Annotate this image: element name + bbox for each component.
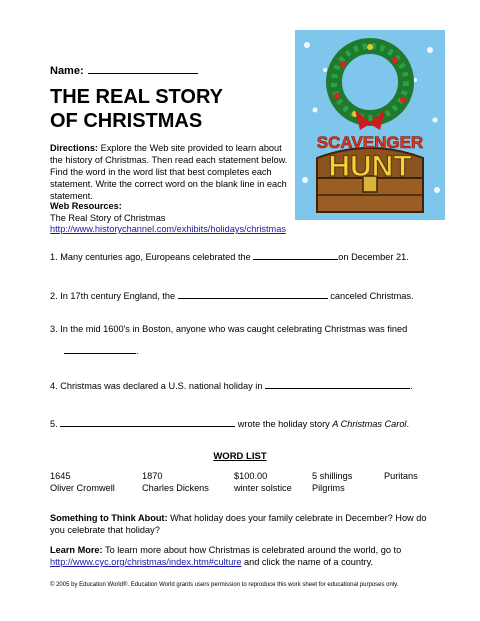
name-field — [50, 63, 198, 77]
title-line-1: THE REAL STORY — [50, 86, 223, 108]
question-1 — [50, 250, 440, 263]
think-label: Something to Think About: — [50, 513, 168, 523]
something-to-think-about — [50, 512, 440, 536]
word-item: Charles Dickens — [142, 483, 209, 493]
logo-hunt: HUNT — [328, 150, 412, 183]
question-3-answer — [64, 344, 454, 357]
copyright-footer: © 2005 by Education World®. Education World grants users permission to reproduce this work sheet for educational purposes only. — [50, 582, 399, 588]
q4-blank[interactable] — [265, 379, 410, 389]
word-item: 5 shillings — [312, 471, 353, 481]
word-item: Pilgrims — [312, 483, 345, 493]
word-item: $100.00 — [234, 471, 268, 481]
q5-end: . — [406, 419, 410, 429]
word-item: 1870 — [142, 471, 163, 481]
q4-text: 4. Christmas was declared a U.S. national holiday in — [50, 381, 263, 391]
q5-text: wrote the holiday story — [237, 419, 330, 429]
q2-after: canceled Christmas. — [330, 291, 414, 301]
web-resources — [50, 201, 310, 236]
word-item: 1645 — [50, 471, 71, 481]
learn-label: Learn More: — [50, 545, 103, 555]
name-blank[interactable] — [88, 63, 198, 74]
q1-after: on December 21. — [338, 252, 409, 262]
web-resource-link[interactable]: http://www.historychannel.com/exhibits/holidays/christmas — [50, 224, 286, 234]
q1-text: 1. Many centuries ago, Europeans celebrated the — [50, 252, 251, 262]
q1-blank[interactable] — [253, 250, 338, 260]
q4-after: . — [410, 381, 413, 391]
word-list-title: WORD LIST — [213, 451, 267, 462]
learn-text: To learn more about how Christmas is celebrated around the world, go to — [104, 545, 402, 555]
page-title — [50, 85, 280, 133]
q3-text: 3. In the mid 1600's in Boston, anyone who was caught celebrating Christmas was fined — [50, 324, 408, 334]
q5-blank[interactable] — [60, 417, 235, 427]
q2-blank[interactable] — [178, 289, 328, 299]
name-label: Name: — [50, 65, 84, 77]
learn-text-after: and click the name of a country. — [244, 557, 374, 567]
directions-label: Directions: — [50, 143, 98, 153]
word-item: winter solstice — [234, 483, 292, 493]
learn-link[interactable]: http://www.cyc.org/christmas/index.htm#culture — [50, 557, 242, 567]
word-item: Oliver Cromwell — [50, 483, 115, 493]
question-5 — [50, 417, 440, 430]
q5-number: 5. — [50, 419, 58, 429]
word-item: Puritans — [384, 471, 418, 481]
logo-scavenger: SCAVENGER — [316, 133, 424, 152]
q2-text: 2. In 17th century England, the — [50, 291, 176, 301]
q5-book-title: A Christmas Carol — [332, 419, 407, 429]
question-2 — [50, 289, 440, 302]
directions — [50, 142, 290, 202]
q3-after: . — [136, 346, 139, 356]
q3-blank[interactable] — [64, 344, 136, 354]
question-3 — [50, 323, 440, 335]
web-resource-site: The Real Story of Christmas — [50, 212, 166, 223]
scavenger-hunt-artwork — [295, 30, 445, 220]
title-line-2: OF CHRISTMAS — [50, 110, 203, 132]
learn-more — [50, 544, 440, 568]
web-resources-label: Web Resources: — [50, 201, 122, 211]
question-4 — [50, 379, 440, 392]
think-text: What holiday does your family celebrate in December? How do you celebrate that holiday? — [50, 513, 427, 535]
directions-text: Explore the Web site provided to learn about the history of Christmas. Then read each statement below. Find the word in the word list that best completes each statement. Write the correct word on the blank line in each statement. — [50, 143, 288, 201]
